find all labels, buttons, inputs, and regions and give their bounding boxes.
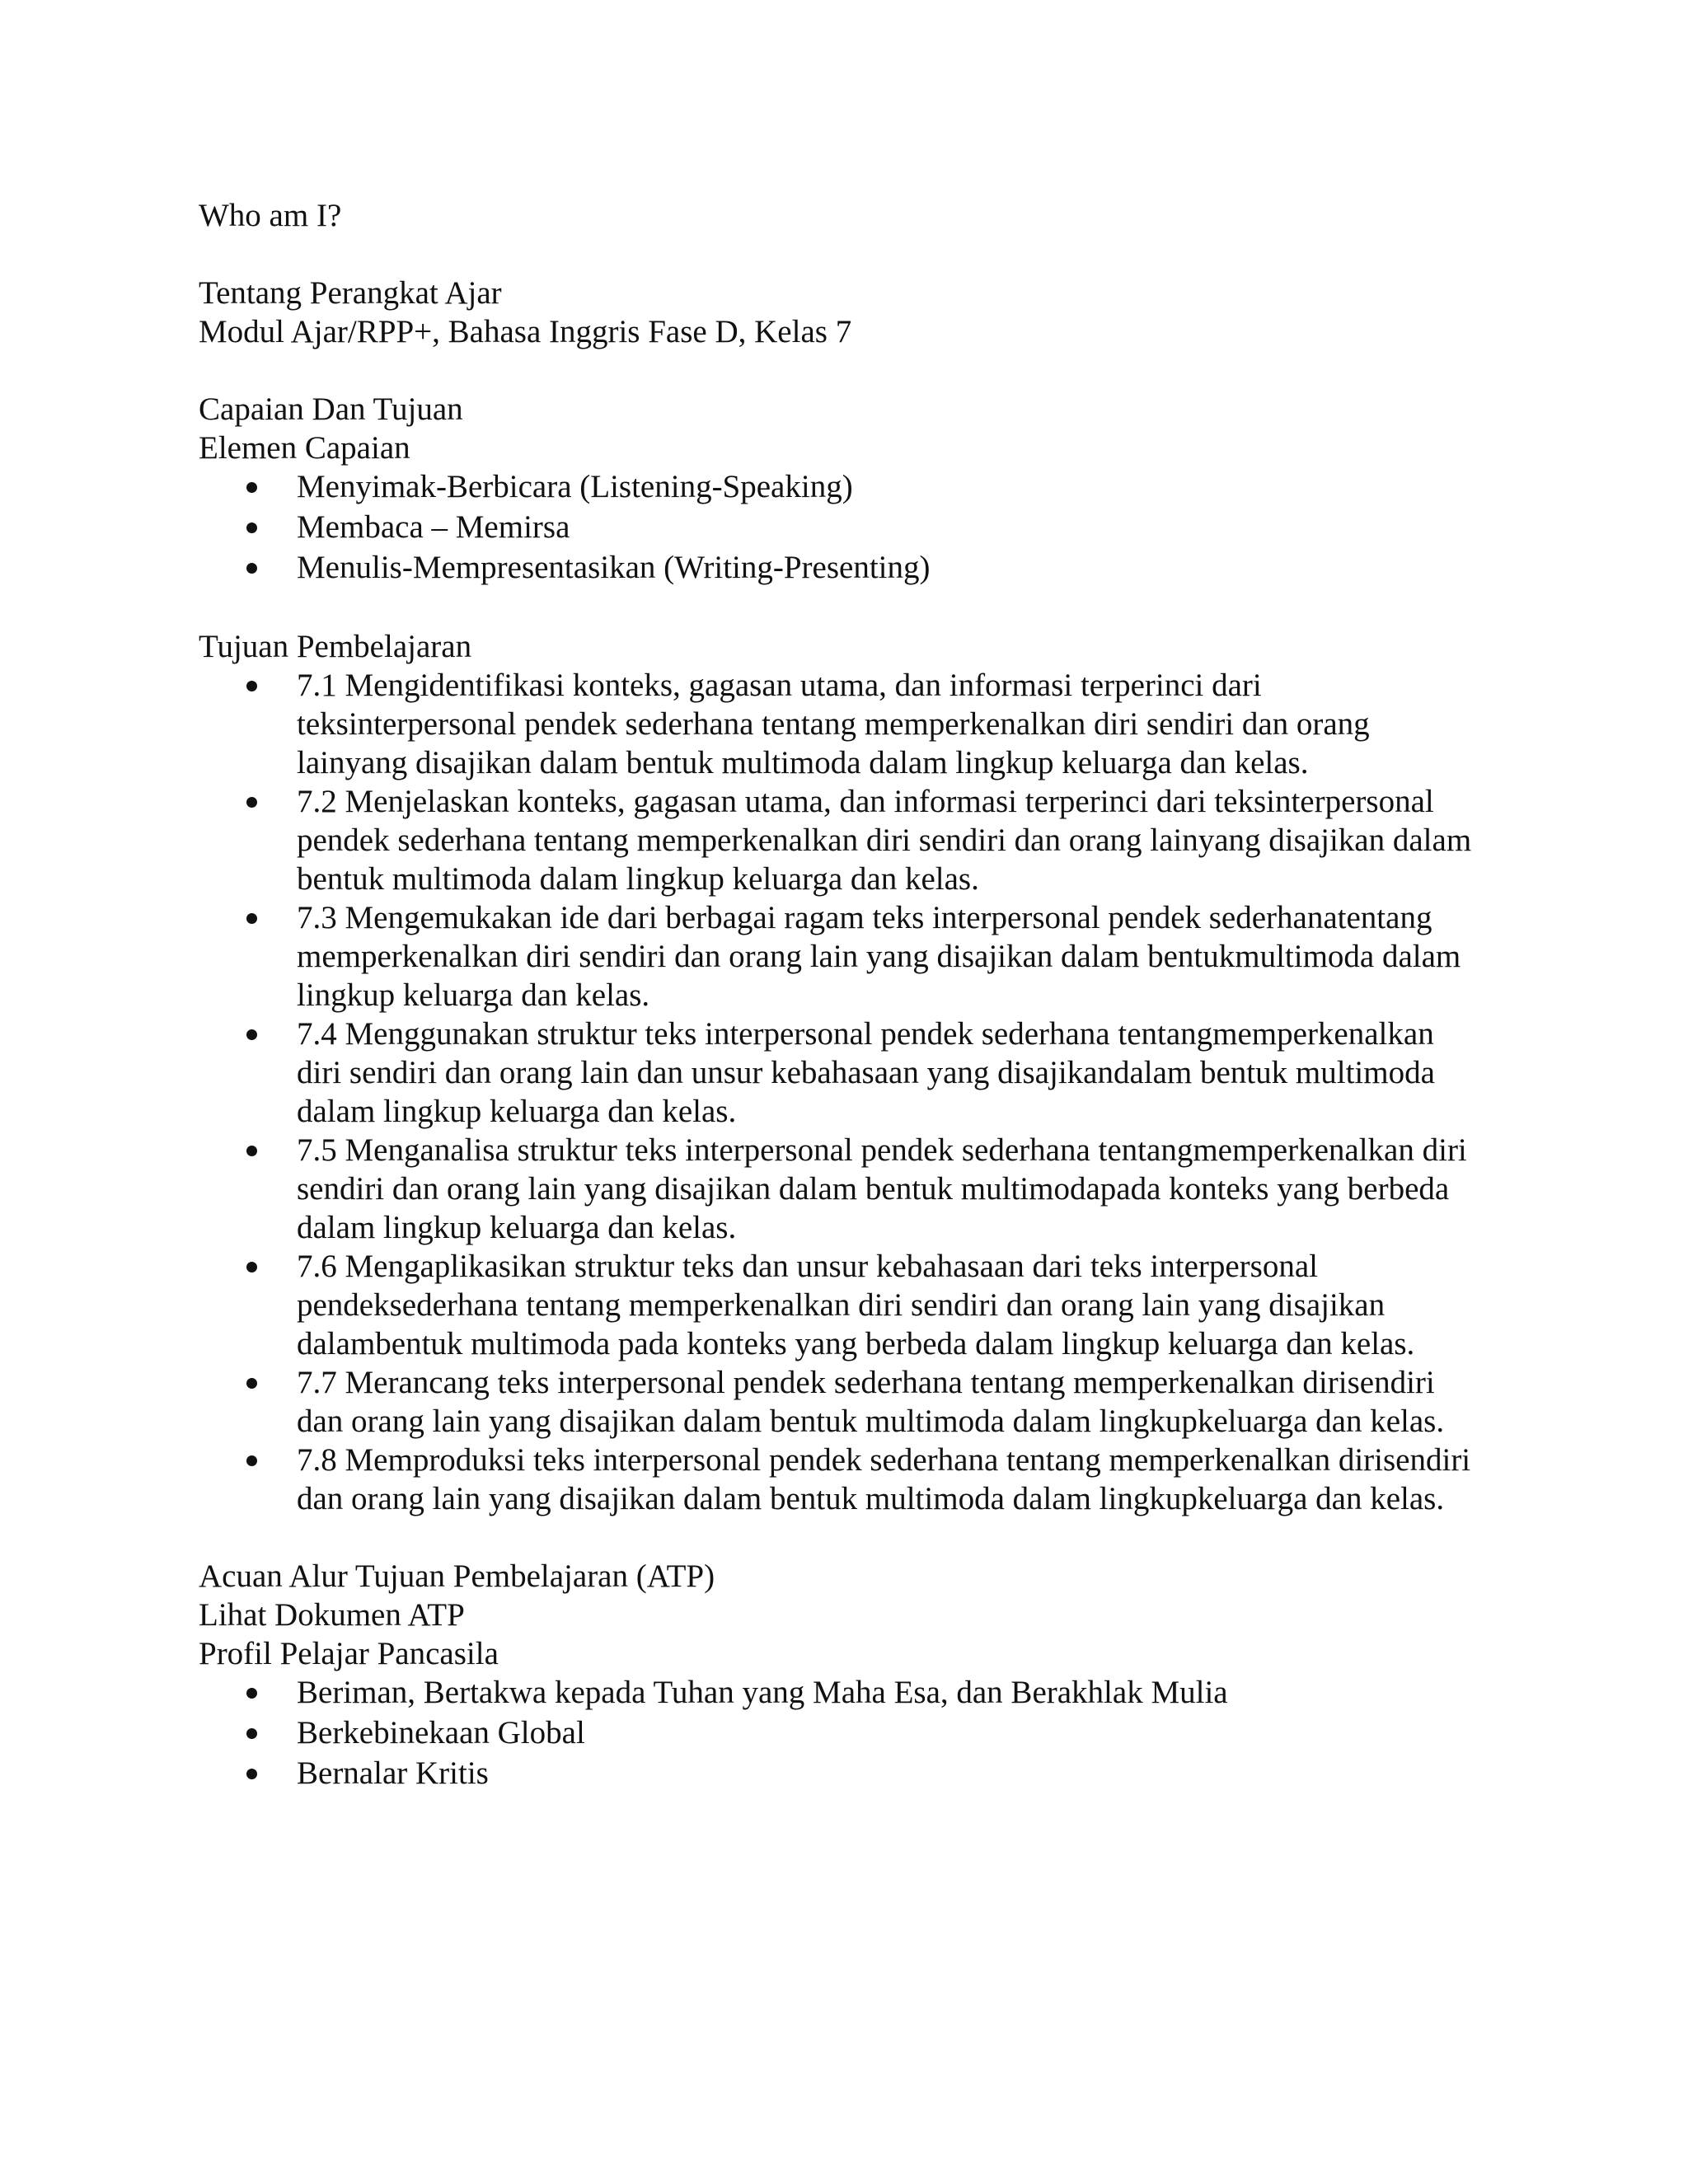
bullet-icon <box>246 913 257 924</box>
list-item: Menyimak-Berbicara (Listening-Speaking) <box>199 467 1484 506</box>
list-item: Berkebinekaan Global <box>199 1713 1484 1752</box>
list-item: Menulis-Mempresentasikan (Writing-Presenting) <box>199 548 1484 587</box>
about-detail: Modul Ajar/RPP+, Bahasa Inggris Fase D, Kelas 7 <box>199 314 852 349</box>
profile-heading: Profil Pelajar Pancasila <box>199 1636 499 1671</box>
bullet-icon <box>246 1728 257 1739</box>
about-heading: Tentang Perangkat Ajar <box>199 275 502 311</box>
bullet-icon <box>246 563 257 574</box>
spacer <box>199 1518 1484 1557</box>
list-item: 7.6 Mengaplikasikan struktur teks dan unsur kebahasaan dari teks interpersonal pendeksederhana tentang memperkenalkan diri sendiri dan orang lain yang disajikan dalambentuk multimoda pada konteks yang berbeda dalam lingkup keluarga dan kelas. <box>199 1247 1484 1363</box>
bullet-icon <box>246 523 257 533</box>
spacer <box>199 588 1484 627</box>
document-page <box>199 196 1484 1794</box>
list-item: 7.8 Memproduksi teks interpersonal pendek sederhana tentang memperkenalkan dirisendiri dan orang lain yang disajikan dalam bentuk multimoda dalam lingkupkeluarga dan kelas. <box>199 1441 1484 1518</box>
elements-list <box>199 467 1484 587</box>
bullet-icon <box>246 1455 257 1466</box>
bullet-icon <box>246 681 257 691</box>
atp-detail: Lihat Dokumen ATP <box>199 1597 465 1633</box>
list-item: 7.5 Menganalisa struktur teks interpersonal pendek sederhana tentangmemperkenalkan diri sendiri dan orang lain yang disajikan dalam bentuk multimodapada konteks yang berbeda dalam lingkup keluarga dan kelas. <box>199 1131 1484 1247</box>
bullet-icon <box>246 797 257 808</box>
bullet-icon <box>246 1146 257 1156</box>
bullet-icon <box>246 1262 257 1272</box>
spacer <box>199 235 1484 274</box>
spacer <box>199 351 1484 390</box>
atp-heading: Acuan Alur Tujuan Pembelajaran (ATP) <box>199 1558 715 1594</box>
learning-goals-heading: Tujuan Pembelajaran <box>199 629 472 664</box>
list-item: 7.3 Mengemukakan ide dari berbagai ragam teks interpersonal pendek sederhanatentang memperkenalkan diri sendiri dan orang lain yang disajikan dalam bentukmultimoda dalam lingkup keluarga dan kelas. <box>199 898 1484 1015</box>
bullet-icon <box>246 1029 257 1040</box>
document-title: Who am I? <box>199 198 342 233</box>
list-item: 7.4 Menggunakan struktur teks interpersonal pendek sederhana tentangmemperkenalkan diri sendiri dan orang lain dan unsur kebahasaan yang disajikandalam bentuk multimoda dalam lingkup keluarga dan kelas. <box>199 1015 1484 1131</box>
bullet-icon <box>246 1769 257 1779</box>
list-item: 7.2 Menjelaskan konteks, gagasan utama, dan informasi terperinci dari teksinterpersonal pendek sederhana tentang memperkenalkan diri sendiri dan orang lainyang disajikan dalam bentuk multimoda dalam lingkup keluarga dan kelas. <box>199 782 1484 898</box>
elements-heading: Elemen Capaian <box>199 430 410 466</box>
list-item: Bernalar Kritis <box>199 1754 1484 1793</box>
list-item: Membaca – Memirsa <box>199 508 1484 546</box>
achievement-heading: Capaian Dan Tujuan <box>199 391 463 427</box>
list-item: 7.1 Mengidentifikasi konteks, gagasan utama, dan informasi terperinci dari teksinterpersonal pendek sederhana tentang memperkenalkan diri sendiri dan orang lainyang disajikan dalam bentuk multimoda dalam lingkup keluarga dan kelas. <box>199 666 1484 782</box>
profile-list <box>199 1673 1484 1793</box>
list-item: Beriman, Bertakwa kepada Tuhan yang Maha Esa, dan Berakhlak Mulia <box>199 1673 1484 1712</box>
bullet-icon <box>246 1688 257 1699</box>
list-item: 7.7 Merancang teks interpersonal pendek sederhana tentang memperkenalkan dirisendiri dan orang lain yang disajikan dalam bentuk multimoda dalam lingkupkeluarga dan kelas. <box>199 1363 1484 1441</box>
bullet-icon <box>246 1378 257 1389</box>
bullet-icon <box>246 482 257 493</box>
learning-goals-list <box>199 666 1484 1518</box>
